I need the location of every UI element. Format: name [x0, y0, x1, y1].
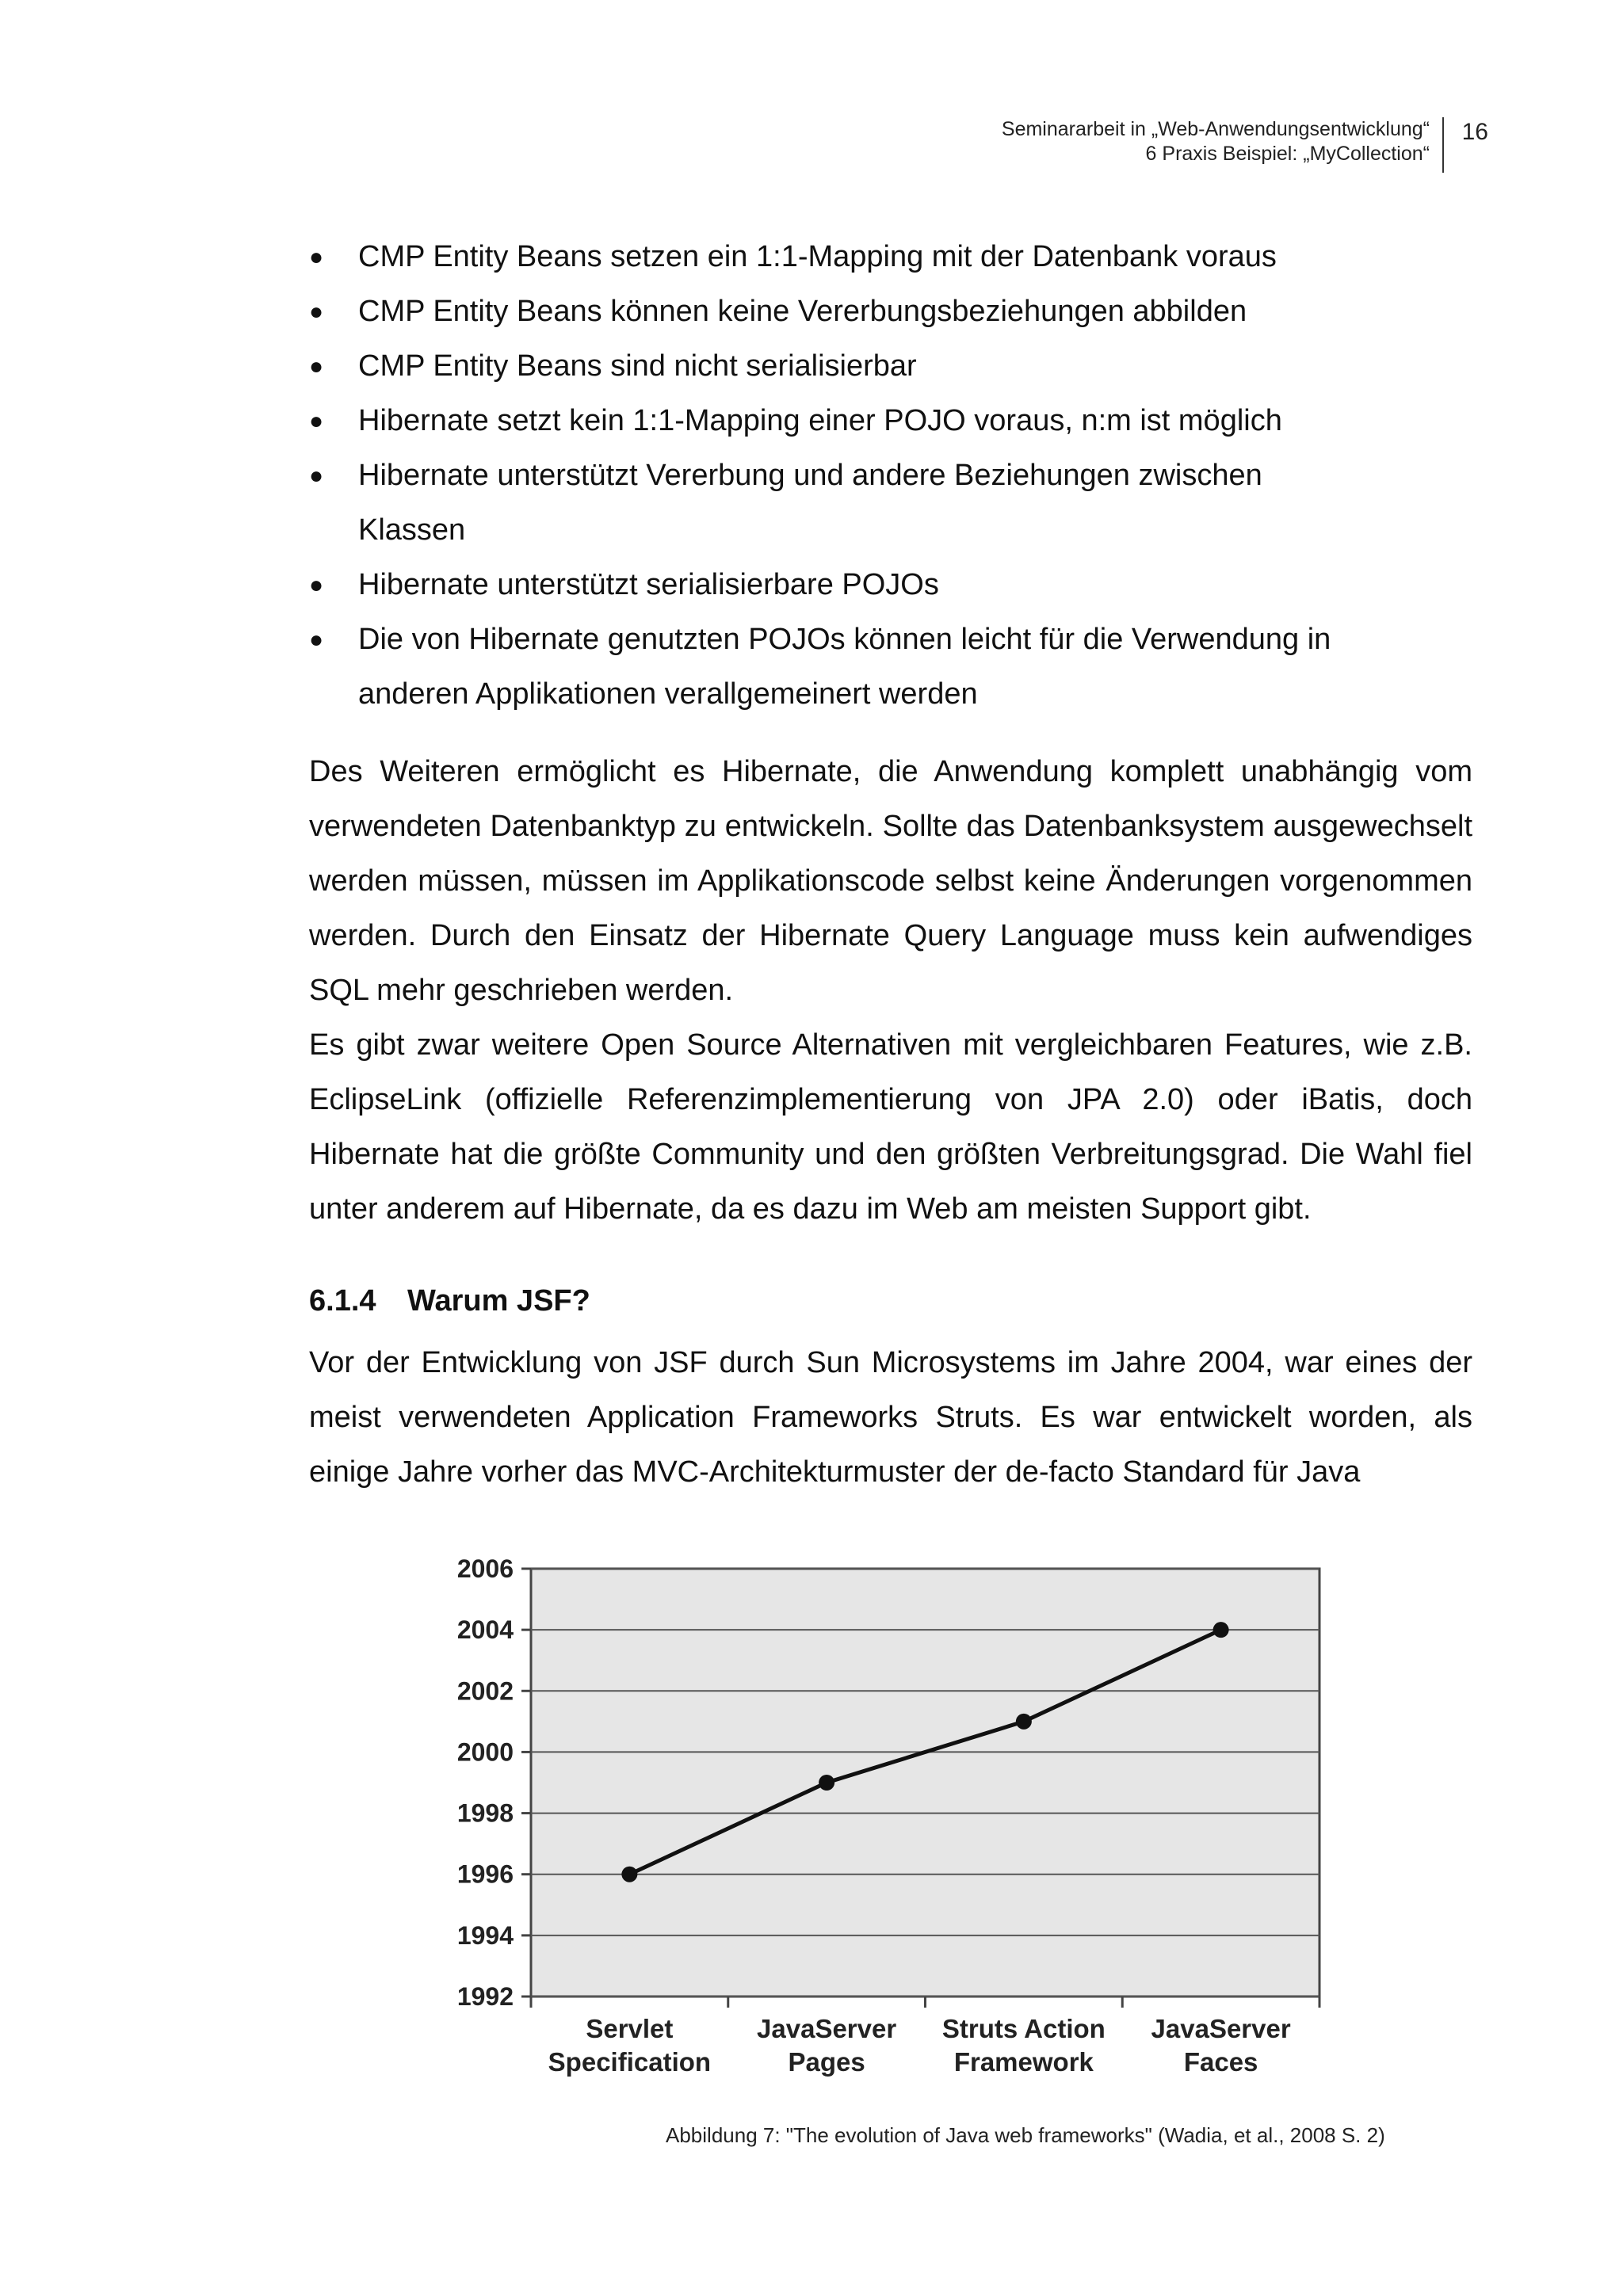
y-tick-label: 1992 [456, 1982, 514, 2011]
section-number: 6.1.4 [309, 1284, 376, 1318]
list-item [309, 612, 1412, 722]
list-item-text: CMP Entity Beans können keine Vererbungsbeziehungen abbilden [358, 295, 1247, 328]
list-item [309, 394, 1476, 448]
header-line-1: Seminararbeit in „Web-Anwendungsentwicklung“ [1001, 118, 1430, 140]
framework-evolution-chart [428, 1537, 1331, 2092]
list-item-text: Hibernate unterstützt serialisierbare POJOs [358, 568, 939, 601]
list-item-text: Hibernate unterstützt Vererbung und andere Beziehungen zwischen Klassen [358, 459, 1262, 547]
y-tick-label: 2000 [456, 1737, 514, 1767]
page-number: 16 [1461, 119, 1488, 145]
bullet-icon: ● [309, 408, 324, 434]
data-point [1213, 1622, 1229, 1638]
list-item [309, 230, 1476, 284]
bullet-icon: ● [309, 463, 324, 489]
bullet-list [309, 230, 1476, 722]
x-tick-label: JavaServer Faces [1151, 2014, 1291, 2077]
bullet-icon: ● [309, 299, 324, 325]
x-axis [531, 1997, 1319, 2077]
list-item [309, 284, 1476, 339]
header-text [1002, 117, 1430, 166]
paragraph-hibernate-db-independence: Des Weiteren ermöglicht es Hibernate, die Anwendung komplett unabhängig vom verwendeten Datenbanktyp zu entwickeln. Sollte das Datenbanksystem ausgewechselt werden müssen, müssen im Applikationscode selbst keine Änderungen vorgenommen werden. Durch den Einsatz der Hibernate Query Language muss kein aufwendiges SQL mehr geschrieben werden. [309, 755, 1472, 1007]
body-paragraphs [309, 745, 1472, 1237]
header-divider [1442, 117, 1444, 173]
x-tick-label: Servlet Specification [548, 2014, 712, 2077]
y-tick-label: 1994 [456, 1920, 514, 1950]
data-point [819, 1775, 834, 1791]
data-point [621, 1867, 637, 1882]
x-tick-label: JavaServer Pages [757, 2014, 897, 2077]
list-item [309, 558, 1476, 612]
bullet-icon: ● [309, 572, 324, 598]
list-item [309, 448, 1357, 558]
header-line-2: 6 Praxis Beispiel: „MyCollection“ [1145, 143, 1430, 165]
y-tick-label: 1996 [456, 1859, 514, 1889]
y-tick-label: 1998 [456, 1798, 514, 1828]
bullet-icon: ● [309, 627, 324, 653]
plot-area [531, 1569, 1319, 1997]
data-point [1016, 1714, 1032, 1730]
list-item [309, 339, 1476, 394]
y-axis [457, 1554, 531, 2011]
paragraph-jsf-history: Vor der Entwicklung von JSF durch Sun Microsystems im Jahre 2004, war eines der meist verwendeten Application Frameworks Struts. Es war entwickelt worden, als einige Jahre vorher das MVC-Architekturmuster der de-facto Standard für Java [309, 1346, 1472, 1489]
list-item-text: CMP Entity Beans setzen ein 1:1-Mapping mit der Datenbank voraus [358, 240, 1277, 273]
list-item-text: Die von Hibernate genutzten POJOs können leicht für die Verwendung in anderen Applikationen verallgemeinert werden [358, 623, 1331, 711]
paragraph-alternatives: Es gibt zwar weitere Open Source Alternativen mit vergleichbaren Features, wie z.B. EclipseLink (offizielle Referenzimplementierung von JPA 2.0) oder iBatis, doch Hibernate hat die größte Community und den größten Verbreitungsgrad. Die Wahl fiel unter anderem auf Hibernate, da es dazu im Web am meisten Support gibt. [309, 1028, 1472, 1226]
y-tick-label: 2006 [456, 1554, 514, 1583]
figure-caption: Abbildung 7: "The evolution of Java web frameworks" (Wadia, et al., 2008 S. 2) [666, 2123, 1385, 2147]
bullet-icon: ● [309, 244, 324, 270]
list-item-text: Hibernate setzt kein 1:1-Mapping einer POJO voraus, n:m ist möglich [358, 404, 1282, 437]
list-item-text: CMP Entity Beans sind nicht serialisierbar [358, 349, 917, 383]
section-heading [309, 1277, 590, 1325]
y-tick-label: 2002 [456, 1676, 514, 1706]
jsf-paragraph-block [309, 1336, 1472, 1500]
x-tick-label: Struts Action Framework [941, 2014, 1106, 2077]
section-title: Warum JSF? [407, 1284, 590, 1318]
y-tick-label: 2004 [456, 1615, 514, 1645]
bullet-icon: ● [309, 353, 324, 379]
